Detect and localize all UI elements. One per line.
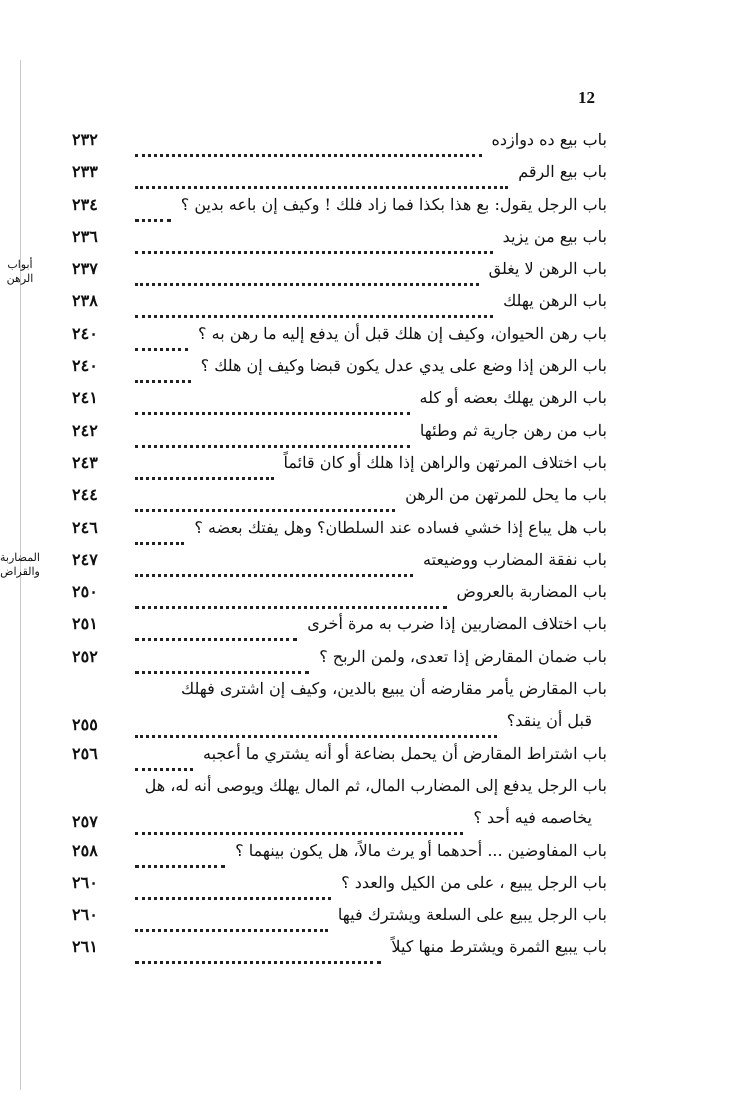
dot-leader	[135, 618, 297, 641]
toc-entry-page: ٢٤٤	[72, 485, 98, 505]
toc-entry	[0, 451, 752, 483]
dot-leader	[135, 392, 410, 415]
toc-entry-title: باب الرجل يبيع ، على من الكيل والعدد ؟	[341, 872, 607, 892]
toc-entry-title-continuation: قبل أن ينقد؟	[506, 711, 592, 731]
dot-leader	[135, 360, 191, 383]
toc-entry	[0, 742, 752, 774]
toc-entry-title: باب من رهن جارية ثم وطئها	[419, 420, 607, 440]
toc-entry-page: ٢٥٨	[72, 840, 98, 860]
toc-entry-title: باب المضاربة بالعروض	[456, 582, 607, 602]
margin-note-line: والقراض	[0, 565, 40, 578]
toc-entry	[0, 516, 752, 548]
toc-entry-title: باب بيع من يزيد	[502, 226, 607, 246]
toc-entry	[0, 903, 752, 935]
toc-entry	[0, 483, 752, 515]
toc-entry	[0, 322, 752, 354]
toc-entry-page: ٢٤٠	[72, 323, 98, 343]
toc-entry-title: باب بيع ده دوازده	[491, 130, 607, 149]
page-number: 12	[578, 88, 595, 107]
toc-entry	[0, 774, 752, 839]
toc-entry	[0, 225, 752, 257]
dot-leader	[135, 489, 395, 512]
toc-entry-title-continuation: يخاصمه فيه أحد ؟	[473, 807, 592, 827]
toc-entry-page: ٢٤٠	[72, 356, 98, 376]
toc-entry-title: باب اختلاف المضاربين إذا ضرب به مرة أخرى	[307, 614, 607, 634]
dot-leader	[135, 295, 493, 318]
toc-entry	[0, 128, 752, 160]
toc-entry-page: ٢٣٧	[72, 259, 98, 279]
dot-leader	[135, 554, 413, 577]
toc-entry-title: باب هل يباع إذا خشي فساده عند السلطان؟ وهل يفتك بعضه ؟	[194, 517, 607, 537]
toc-entry-page: ٢٣٣	[72, 162, 98, 182]
dot-leader	[135, 263, 479, 286]
dot-leader	[135, 522, 184, 545]
toc-entry	[0, 289, 752, 321]
toc-entry-title: باب الرهن إذا وضع على يدي عدل يكون قبضا وكيف إن هلك ؟	[200, 356, 607, 376]
toc-entry-title: باب الرجل يدفع إلى المضارب المال، ثم المال يهلك ويوصى أنه له، هل	[144, 775, 607, 795]
toc-entry-page: ٢٣٤	[72, 194, 98, 214]
toc-entry-page: ٢٥٠	[72, 582, 98, 602]
toc-entry-title: باب بيع الرقم	[518, 162, 607, 182]
toc-entry-page: ٢٣٨	[72, 291, 98, 311]
toc-entry-title: باب الرهن يهلك	[503, 291, 607, 311]
toc-entry-title: باب الرجل يبيع على السلعة ويشترك فيها	[337, 905, 607, 925]
toc-entry-title: باب الرجل يقول: بع هذا بكذا فما زاد فلك ! وكيف إن باعه بدين ؟	[180, 194, 607, 214]
toc-entry-page: ٢٦١	[72, 937, 98, 957]
margin-note-line: أبواب	[7, 258, 33, 271]
margin-note-line: المضاربة	[0, 551, 40, 564]
margin-note-line: الرهن	[6, 272, 34, 285]
toc-entry-title: باب يبيع الثمرة ويشترط منها كيلاً	[391, 937, 607, 957]
toc-entry	[0, 935, 752, 967]
dot-leader	[135, 425, 410, 448]
toc-entry-page: ٢٤٧	[72, 549, 98, 569]
toc-entry-page: ٢٤٦	[72, 517, 98, 537]
toc-entry-page: ٢٦٠	[72, 905, 98, 925]
toc-entry	[0, 419, 752, 451]
dot-leader	[135, 812, 463, 835]
toc-entry-title: باب اشتراط المقارض أن يحمل بضاعة أو أنه يشتري ما أعجبه	[202, 743, 607, 763]
toc-entry-page: ٢٤١	[72, 388, 98, 408]
toc-entry-page: ٢٣٦	[72, 226, 98, 246]
toc-entry	[0, 677, 752, 742]
dot-leader	[135, 941, 381, 964]
toc-entries	[0, 128, 752, 968]
toc-entry	[0, 612, 752, 644]
toc-entry	[0, 580, 752, 612]
toc-entry-page: ٢٦٠	[72, 872, 98, 892]
dot-leader	[135, 651, 309, 674]
toc-entry-page: ٢٤٢	[72, 420, 98, 440]
toc-entry	[0, 193, 752, 225]
dot-leader	[135, 909, 328, 932]
toc-entry-title: باب المقارض يأمر مقارضه أن يبيع بالدين، وكيف إن اشترى فهلك	[181, 679, 607, 699]
toc-entry-title: باب اختلاف المرتهن والراهن إذا هلك أو كان قائماً	[283, 452, 607, 472]
toc-entry-page: ٢٤٣	[72, 452, 98, 472]
dot-leader	[135, 586, 447, 609]
toc-entry-page: ٢٥٦	[72, 743, 98, 763]
toc-entry-page: ٢٣٢	[72, 130, 98, 149]
dot-leader	[135, 166, 508, 189]
dot-leader	[135, 715, 497, 738]
toc-entry-title: باب رهن الحيوان، وكيف إن هلك قبل أن يدفع إليه ما رهن به ؟	[198, 323, 607, 343]
dot-leader	[135, 231, 493, 254]
toc-entry-title: باب المفاوضين ... أحدهما أو يرث مالاً، هل يكون بينهما ؟	[235, 840, 607, 860]
toc-entry-title: باب الرهن لا يغلق	[488, 259, 607, 279]
toc-entry	[0, 257, 752, 289]
toc-entry-title: باب نفقة المضارب ووضيعته	[423, 549, 607, 569]
toc-entry	[0, 354, 752, 386]
toc-entry-title: باب ضمان المقارض إذا تعدى، ولمن الربح ؟	[319, 646, 607, 666]
toc-entry	[0, 548, 752, 580]
dot-leader	[135, 328, 188, 351]
dot-leader	[135, 134, 482, 157]
toc-entry-page: ٢٥٧	[72, 811, 98, 831]
toc-entry-title: باب ما يحل للمرتهن من الرهن	[405, 485, 607, 505]
toc-entry-page: ٢٥٢	[72, 646, 98, 666]
dot-leader	[135, 457, 274, 480]
toc-entry-title: باب الرهن يهلك بعضه أو كله	[419, 388, 607, 408]
toc-entry	[0, 160, 752, 192]
toc-entry	[0, 645, 752, 677]
dot-leader	[135, 877, 331, 900]
dot-leader	[135, 199, 171, 222]
dot-leader	[135, 748, 193, 771]
toc-entry	[0, 386, 752, 418]
dot-leader	[135, 845, 225, 868]
toc-entry	[0, 839, 752, 871]
toc-entry	[0, 871, 752, 903]
toc-entry-page: ٢٥١	[72, 614, 98, 634]
toc-entry-page: ٢٥٥	[72, 715, 98, 735]
